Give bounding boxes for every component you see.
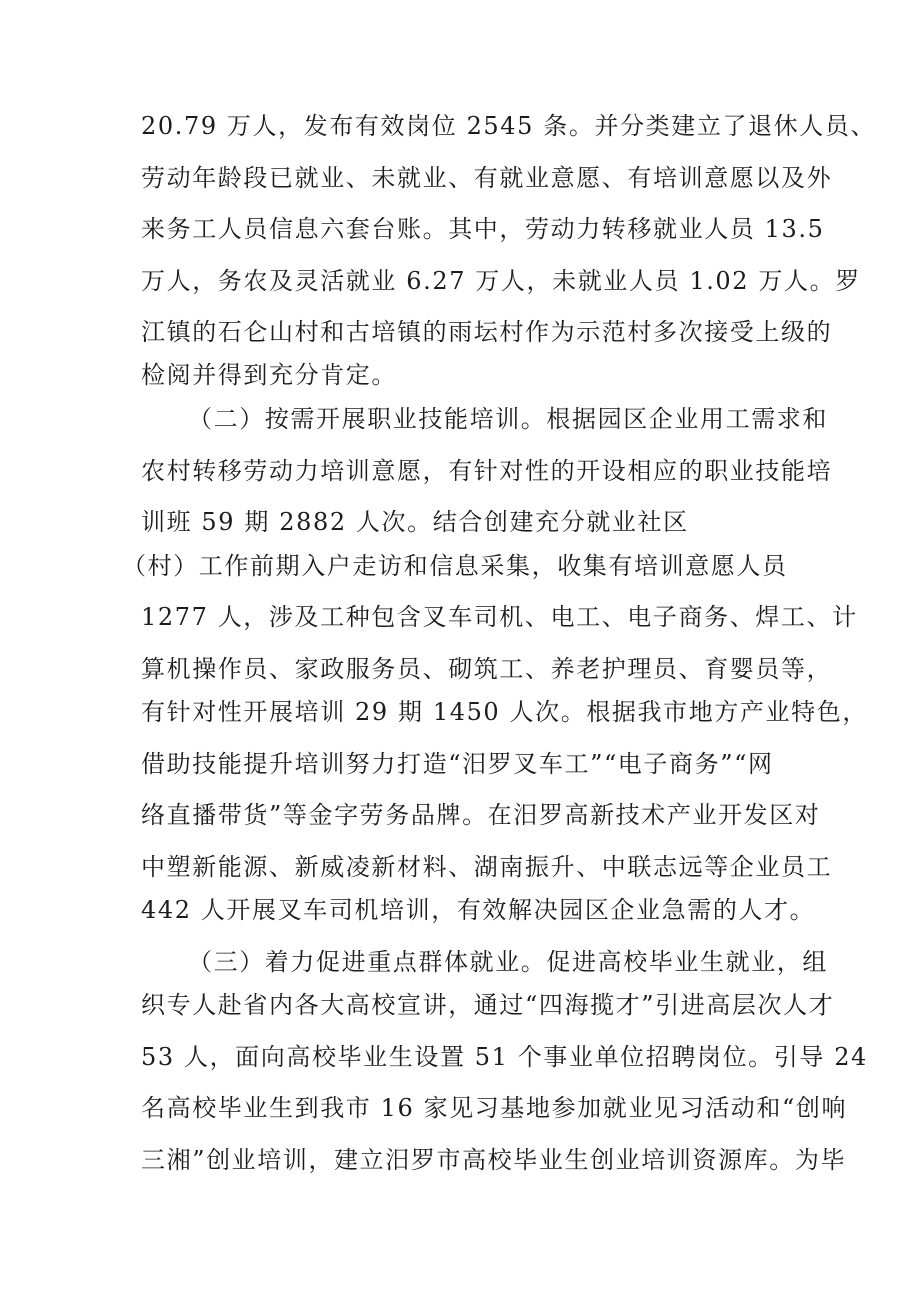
- paragraph-line: 万人，务农及灵活就业 6.27 万人，未就业人员 1.02 万人。罗: [141, 267, 861, 295]
- paragraph-line: 有针对性开展培训 29 期 1450 人次。根据我市地方产业特色，: [141, 698, 868, 726]
- paragraph-line: （村）工作前期入户走访和信息采集，收集有培训意愿人员: [122, 552, 788, 580]
- paragraph-line: 442 人开展叉车司机培训，有效解决园区企业急需的人才。: [141, 896, 816, 924]
- paragraph-line: 训班 59 期 2882 人次。结合创建充分就业社区: [141, 508, 689, 536]
- paragraph-line: 借助技能提升培训努力打造“汨罗叉车工”“电子商务”“网: [141, 750, 774, 778]
- section-heading-line: （三）着力促进重点群体就业。促进高校毕业生就业，组: [188, 948, 828, 976]
- paragraph-line: 20.79 万人，发布有效岗位 2545 条。并分类建立了退休人员、: [141, 112, 877, 140]
- paragraph-line: 1277 人，涉及工种包含叉车司机、电工、电子商务、焊工、计: [141, 603, 858, 631]
- paragraph-line: 名高校毕业生到我市 16 家见习基地参加就业见习活动和“创响: [141, 1094, 848, 1122]
- paragraph-line: 江镇的石仑山村和古培镇的雨坛村作为示范村多次接受上级的: [141, 318, 833, 346]
- paragraph-line: 三湘”创业培训，建立汨罗市高校毕业生创业培训资源库。为毕: [141, 1146, 847, 1174]
- section-heading-line: （二）按需开展职业技能培训。根据园区企业用工需求和: [188, 405, 828, 433]
- paragraph-line: 农村转移劳动力培训意愿，有针对性的开设相应的职业技能培: [141, 457, 833, 485]
- paragraph-line: 算机操作员、家政服务员、砌筑工、养老护理员、育婴员等，: [141, 655, 833, 683]
- paragraph-line: 检阅并得到充分肯定。: [141, 361, 397, 389]
- paragraph-line: 中塑新能源、新威凌新材料、湖南振升、中联志远等企业员工: [141, 853, 833, 881]
- paragraph-line: 53 人，面向高校毕业生设置 51 个事业单位招聘岗位。引导 24: [141, 1043, 868, 1071]
- paragraph-line: 织专人赴省内各大高校宣讲，通过“四海揽才”引进高层次人才: [141, 991, 835, 1019]
- paragraph-line: 劳动年龄段已就业、未就业、有就业意愿、有培训意愿以及外: [141, 164, 833, 192]
- paragraph-line: 络直播带货”等金字劳务品牌。在汨罗高新技术产业开发区对: [141, 801, 821, 829]
- paragraph-line: 来务工人员信息六套台账。其中，劳动力转移就业人员 13.5: [141, 215, 825, 243]
